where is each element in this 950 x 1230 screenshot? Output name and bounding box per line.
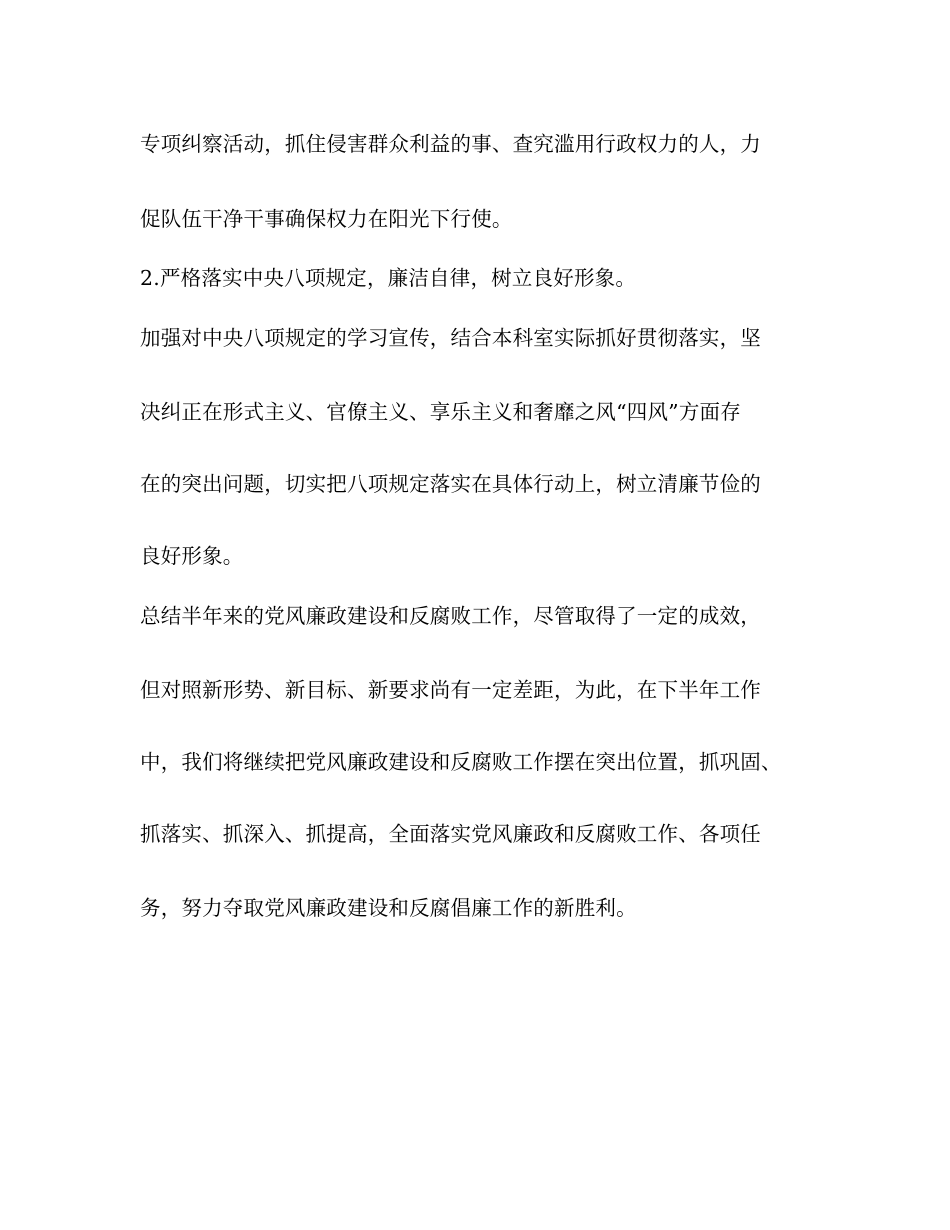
paragraph-line: 在的突出问题，切实把八项规定落实在具体行动上，树立清廉节俭的: [140, 472, 761, 496]
paragraph-line: 抓落实、抓深入、抓提高，全面落实党风廉政和反腐败工作、各项任: [140, 822, 761, 846]
section-heading: 2.严格落实中央八项规定，廉洁自律，树立良好形象。: [140, 266, 637, 290]
paragraph-line: 良好形象。: [140, 544, 244, 568]
paragraph-line: 中，我们将继续把党风廉政建设和反腐败工作摆在突出位置，抓巩固、: [140, 750, 782, 774]
paragraph-line: 加强对中央八项规定的学习宣传，结合本科室实际抓好贯彻落实，坚: [140, 326, 761, 350]
paragraph-line: 但对照新形势、新目标、新要求尚有一定差距，为此，在下半年工作: [140, 678, 761, 702]
paragraph-line: 务，努力夺取党风廉政建设和反腐倡廉工作的新胜利。: [140, 896, 637, 920]
paragraph-line: 总结半年来的党风廉政建设和反腐败工作，尽管取得了一定的成效，: [140, 604, 761, 628]
paragraph-line: 决纠正在形式主义、官僚主义、享乐主义和奢靡之风“四风”方面存: [140, 400, 741, 424]
paragraph-line: 专项纠察活动，抓住侵害群众利益的事、查究滥用行政权力的人，力: [140, 132, 761, 156]
paragraph-line: 促队伍干净干事确保权力在阳光下行使。: [140, 207, 513, 231]
